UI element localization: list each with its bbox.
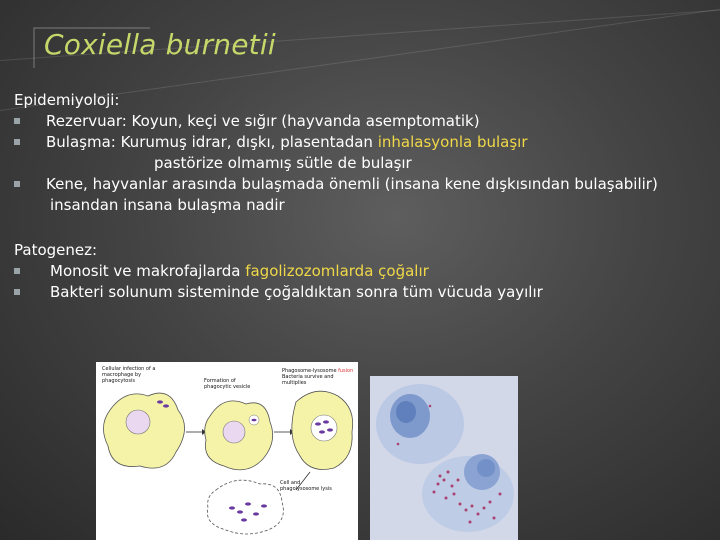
epidemiology-item [14, 111, 714, 132]
diagram-label-highlight: fusion [338, 368, 354, 374]
microscopy-image [370, 376, 518, 540]
diagram-label: Cellular infection of a macrophage by phagocytosis [102, 366, 156, 384]
epidemiology-item-continuation: insandan insana bulaşma nadir [50, 196, 285, 214]
square-bullet-icon [14, 139, 20, 145]
square-bullet-icon [14, 289, 20, 295]
epidemiology-heading: Epidemiyoloji: [14, 91, 120, 109]
pathogenesis-item-text: Bakteri solunum sisteminde çoğaldıktan sonra tüm vücuda yayılır [50, 283, 543, 301]
highlighted-text: inhalasyonla bulaşır [377, 133, 528, 151]
slide-title: Coxiella burnetii [44, 28, 276, 61]
pathogenesis-item-text: Monosit ve makrofajlarda [50, 262, 246, 280]
epidemiology-item [14, 174, 714, 195]
square-bullet-icon [14, 181, 20, 187]
epidemiology-item-continuation: pastörize olmamış sütle de bulaşır [154, 154, 412, 172]
epidemiology-item-text: Bulaşma: Kurumuş idrar, dışkı, plasentadan [46, 133, 378, 151]
microscopy-drawing [370, 376, 518, 540]
infection-cycle-diagram [96, 362, 358, 540]
diagram-label: Formation of phagocytic vesicle [204, 378, 251, 390]
epidemiology-item [14, 132, 714, 153]
square-bullet-icon [14, 268, 20, 274]
slide-content [14, 90, 714, 303]
diagram-drawing [96, 362, 358, 540]
diagram-label-part: Bacteria survive and multiplies [282, 374, 334, 386]
pathogenesis-heading: Patogenez: [14, 241, 98, 259]
epidemiology-item-text: Kene, hayvanlar arasında bulaşmada önemli (insana kene dışkısından bulaşabilir) [46, 175, 658, 193]
epidemiology-item-text: Rezervuar: Koyun, keçi ve sığır (hayvanda asemptomatik) [46, 112, 480, 130]
highlighted-text: fagolizozomlarda çoğalır [245, 262, 429, 280]
square-bullet-icon [14, 118, 20, 124]
title-box [30, 24, 330, 72]
diagram-label: Cell and phagolysosome lysis [280, 480, 332, 492]
pathogenesis-item [14, 261, 714, 282]
diagram-label-part: Phagosome-lysosome [282, 368, 339, 374]
pathogenesis-item [14, 282, 714, 303]
